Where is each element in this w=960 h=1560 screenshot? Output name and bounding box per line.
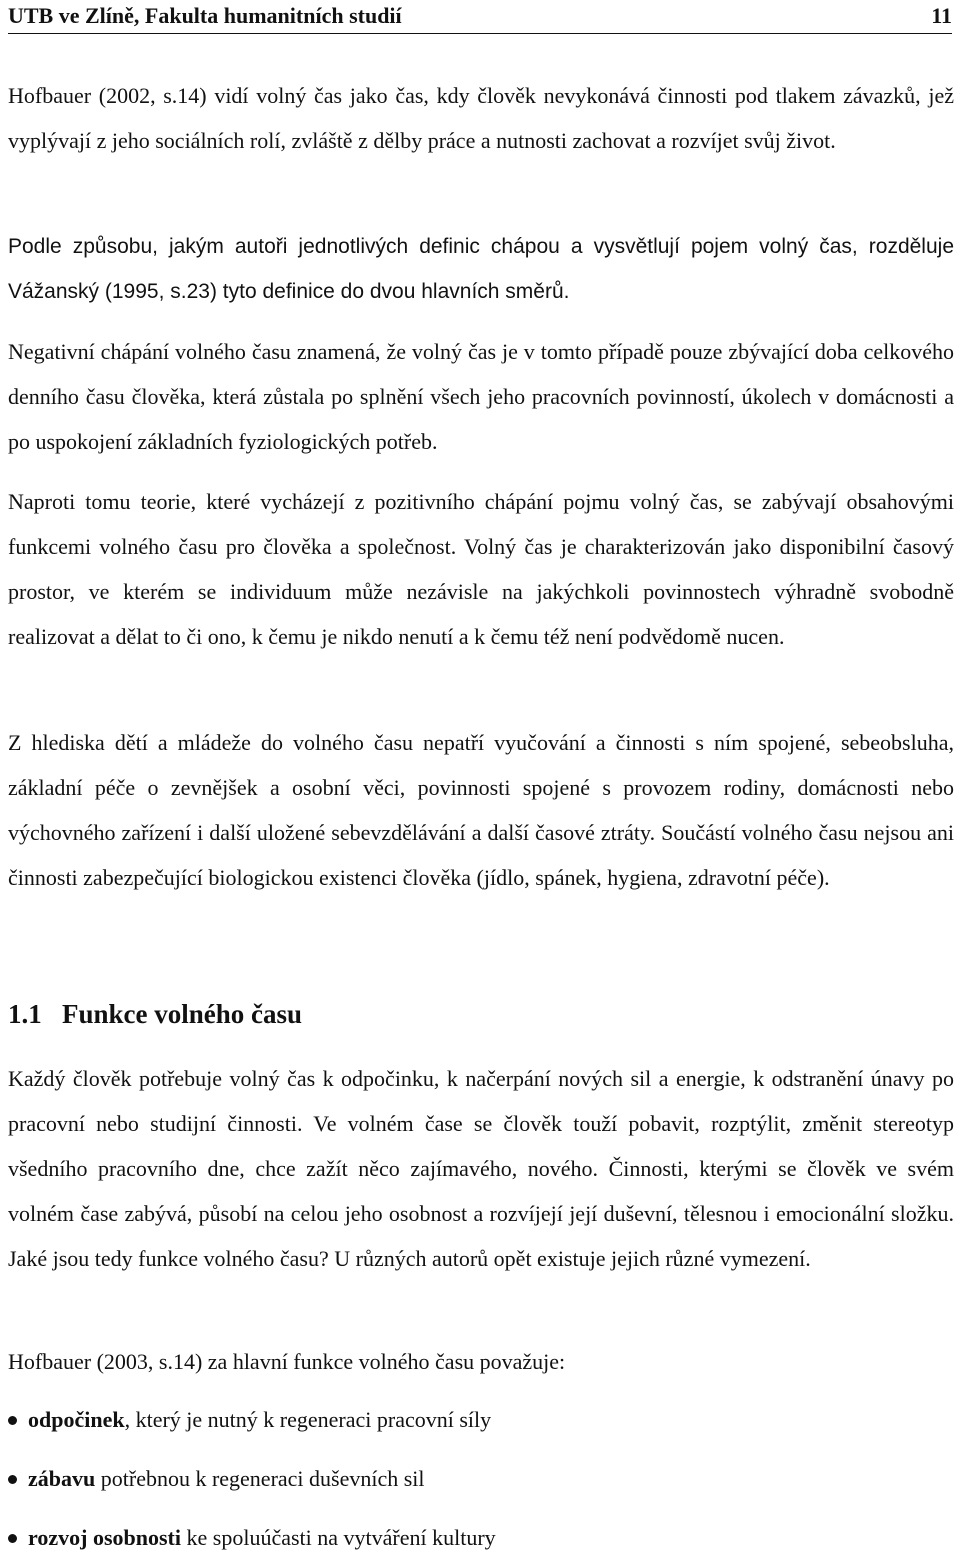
bullet-term: odpočinek [28, 1407, 125, 1432]
paragraph: Hofbauer (2003, s.14) za hlavní funkce volného času považuje: [8, 1349, 566, 1374]
bullet-text: ke spoluúčasti na vytváření kultury [181, 1525, 496, 1550]
header-rule [8, 33, 952, 34]
list-item [8, 1398, 948, 1442]
section-heading [8, 992, 302, 1036]
bullet-term: rozvoj osobnosti [28, 1525, 181, 1550]
list-item [8, 1516, 948, 1560]
paragraph: Podle způsobu, jakým autoři jednotlivých definic chápou a vysvětlují pojem volný čas, rozděluje Vážanský (1995, s.23) tyto definice do dvou hlavních směrů. [8, 235, 954, 303]
bullet-text: , který je nutný k regeneraci pracovní síly [124, 1407, 492, 1432]
bullet-icon [8, 1534, 17, 1543]
bullet-term: zábavu [28, 1466, 96, 1491]
bullet-text: potřebnou k regeneraci duševních sil [95, 1466, 425, 1491]
section-number: 1.1 [8, 999, 42, 1029]
paragraph: Hofbauer (2002, s.14) vidí volný čas jako čas, kdy člověk nevykonává činnosti pod tlakem závazků, jež vyplývají z jeho sociálních rolí, zvláště z dělby práce a nutnosti zachovat a rozvíjet svůj život. [8, 83, 954, 153]
paragraph: Naproti tomu teorie, které vycházejí z pozitivního chápání pojmu volný čas, se zabývají obsahovými funkcemi volného času pro člověka a společnost. Volný čas je charakterizován jako disponibilní časový prostor, ve kterém se individuum může nezávisle na jakýchkoli povinnostech výhradně svobodně realizovat a dělat to či ono, k čemu je nikdo nenutí a k čemu též není podvědomě nucen. [8, 489, 954, 649]
page-header [8, 0, 952, 32]
section-title: Funkce volného času [62, 999, 303, 1029]
page-number: 11 [931, 3, 952, 28]
paragraph: Každý člověk potřebuje volný čas k odpočinku, k načerpání nových sil a energie, k odstranění únavy po pracovní nebo studijní činnosti. Ve volném čase se člověk touží pobavit, rozptýlit, změnit stereotyp všedního pracovního dne, chce zažít něco zajímavého, nového. Činnosti, kterými se člověk ve svém volném čase zabývá, působí na celou jeho osobnost a rozvíjejí její duševní, tělesnou i emocionální složku. Jaké jsou tedy funkce volného času? U různých autorů opět existuje jejich různé vymezení. [8, 1066, 954, 1271]
paragraph: Negativní chápání volného času znamená, že volný čas je v tomto případě pouze zbývající doba celkového denního času člověka, která zůstala po splnění všech jeho pracovních povinností, úkolech v domácnosti a po uspokojení základních fyziologických potřeb. [8, 339, 954, 454]
list-item [8, 1457, 948, 1501]
bullet-icon [8, 1416, 17, 1425]
header-title: UTB ve Zlíně, Fakulta humanitních studií [8, 3, 402, 28]
paragraph: Z hlediska dětí a mládeže do volného času nepatří vyučování a činnosti s ním spojené, sebeobsluha, základní péče o zevnějšek a osobní věci, povinnosti spojené s provozem rodiny, domácnosti nebo výchovného zařízení i další uložené sebevzdělávání a další časové ztráty. Součástí volného času nejsou ani činnosti zabezpečující biologickou existenci člověka (jídlo, spánek, hygiena, zdravotní péče). [8, 730, 954, 890]
bullet-icon [8, 1475, 17, 1484]
